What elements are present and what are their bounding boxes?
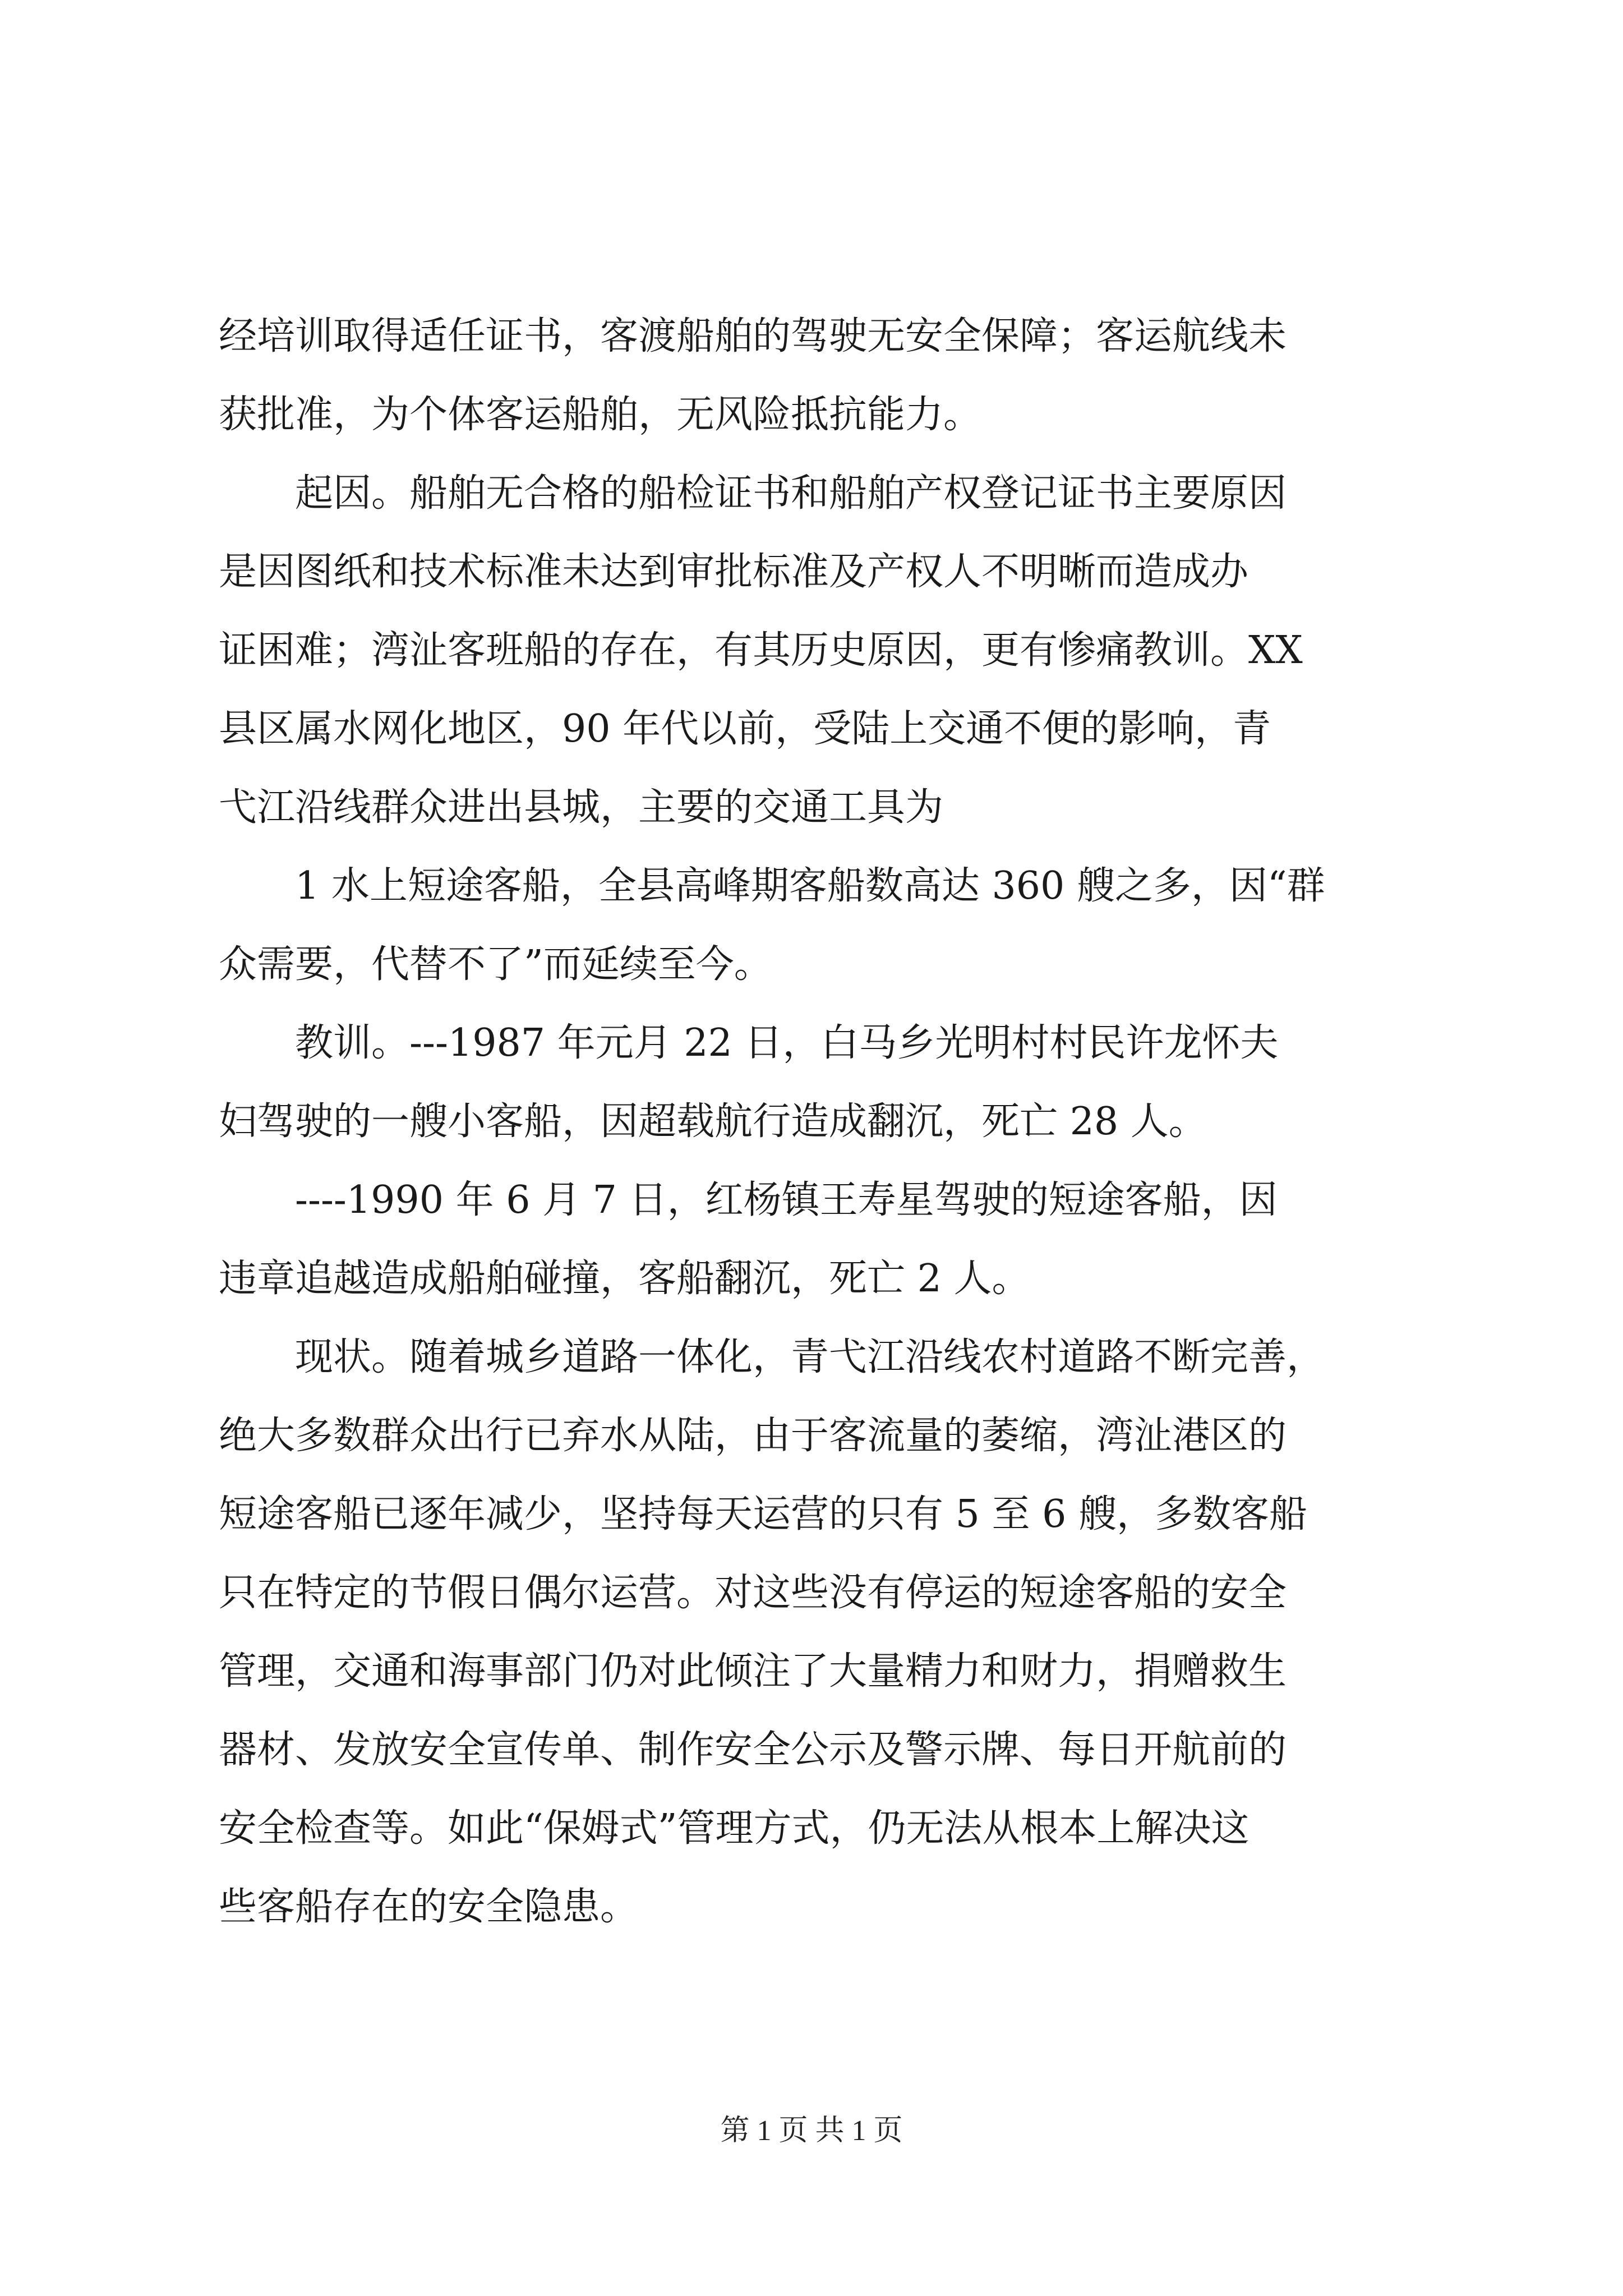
text-line: 违章追越造成船舶碰撞，客船翻沉，死亡 2 人。 xyxy=(219,1257,1030,1301)
text-line: 只在特定的节假日偶尔运营。对这些没有停运的短途客船的安全 xyxy=(219,1571,1287,1615)
text-line: 妇驾驶的一艘小客船，因超载航行造成翻沉，死亡 28 人。 xyxy=(219,1099,1207,1144)
text-line: 弋江沿线群众进出县城，主要的交通工具为 xyxy=(219,785,944,830)
text-line: 众需要，代替不了”而延续至今。 xyxy=(219,942,772,987)
text-line: 经培训取得适任证书，客渡船舶的驾驶无安全保障；客运航线未 xyxy=(219,314,1287,358)
text-line: 现状。随着城乡道路一体化，青弋江沿线农村道路不断完善， xyxy=(219,1335,1325,1379)
text-line: 起因。船舶无合格的船检证书和船舶产权登记证书主要原因 xyxy=(219,471,1287,516)
text-line: 管理，交通和海事部门仍对此倾注了大量精力和财力，捐赠救生 xyxy=(219,1649,1287,1694)
document-body xyxy=(219,297,1419,1947)
text-line: 绝大多数群众出行已弃水从陆，由于客流量的萎缩，湾沚港区的 xyxy=(219,1414,1287,1458)
page-number-footer: 第 1 页 共 1 页 xyxy=(720,2115,903,2147)
text-line: 些客船存在的安全隐患。 xyxy=(219,1885,639,1929)
text-line: 安全检查等。如此“保姆式”管理方式，仍无法从根本上解决这 xyxy=(219,1806,1249,1851)
text-line: 教训。---1987 年元月 22 日，白马乡光明村村民许龙怀夫 xyxy=(219,1021,1279,1065)
text-line: 获批准，为个体客运船舶，无风险抵抗能力。 xyxy=(219,393,982,437)
text-line: ----1990 年 6 月 7 日，红杨镇王寿星驾驶的短途客船，因 xyxy=(219,1178,1278,1222)
text-line: 器材、发放安全宣传单、制作安全公示及警示牌、每日开航前的 xyxy=(219,1728,1287,1772)
text-line: 是因图纸和技术标准未达到审批标准及产权人不明晰而造成办 xyxy=(219,550,1249,594)
text-line: 1 水上短途客船，全县高峰期客船数高达 360 艘之多，因“群 xyxy=(219,864,1325,908)
text-line: 县区属水网化地区，90 年代以前，受陆上交通不便的影响，青 xyxy=(219,707,1271,751)
text-line: 短途客船已逐年减少，坚持每天运营的只有 5 至 6 艘，多数客船 xyxy=(219,1492,1307,1536)
text-line: 证困难；湾沚客班船的存在，有其历史原因，更有惨痛教训。XX xyxy=(219,628,1303,673)
